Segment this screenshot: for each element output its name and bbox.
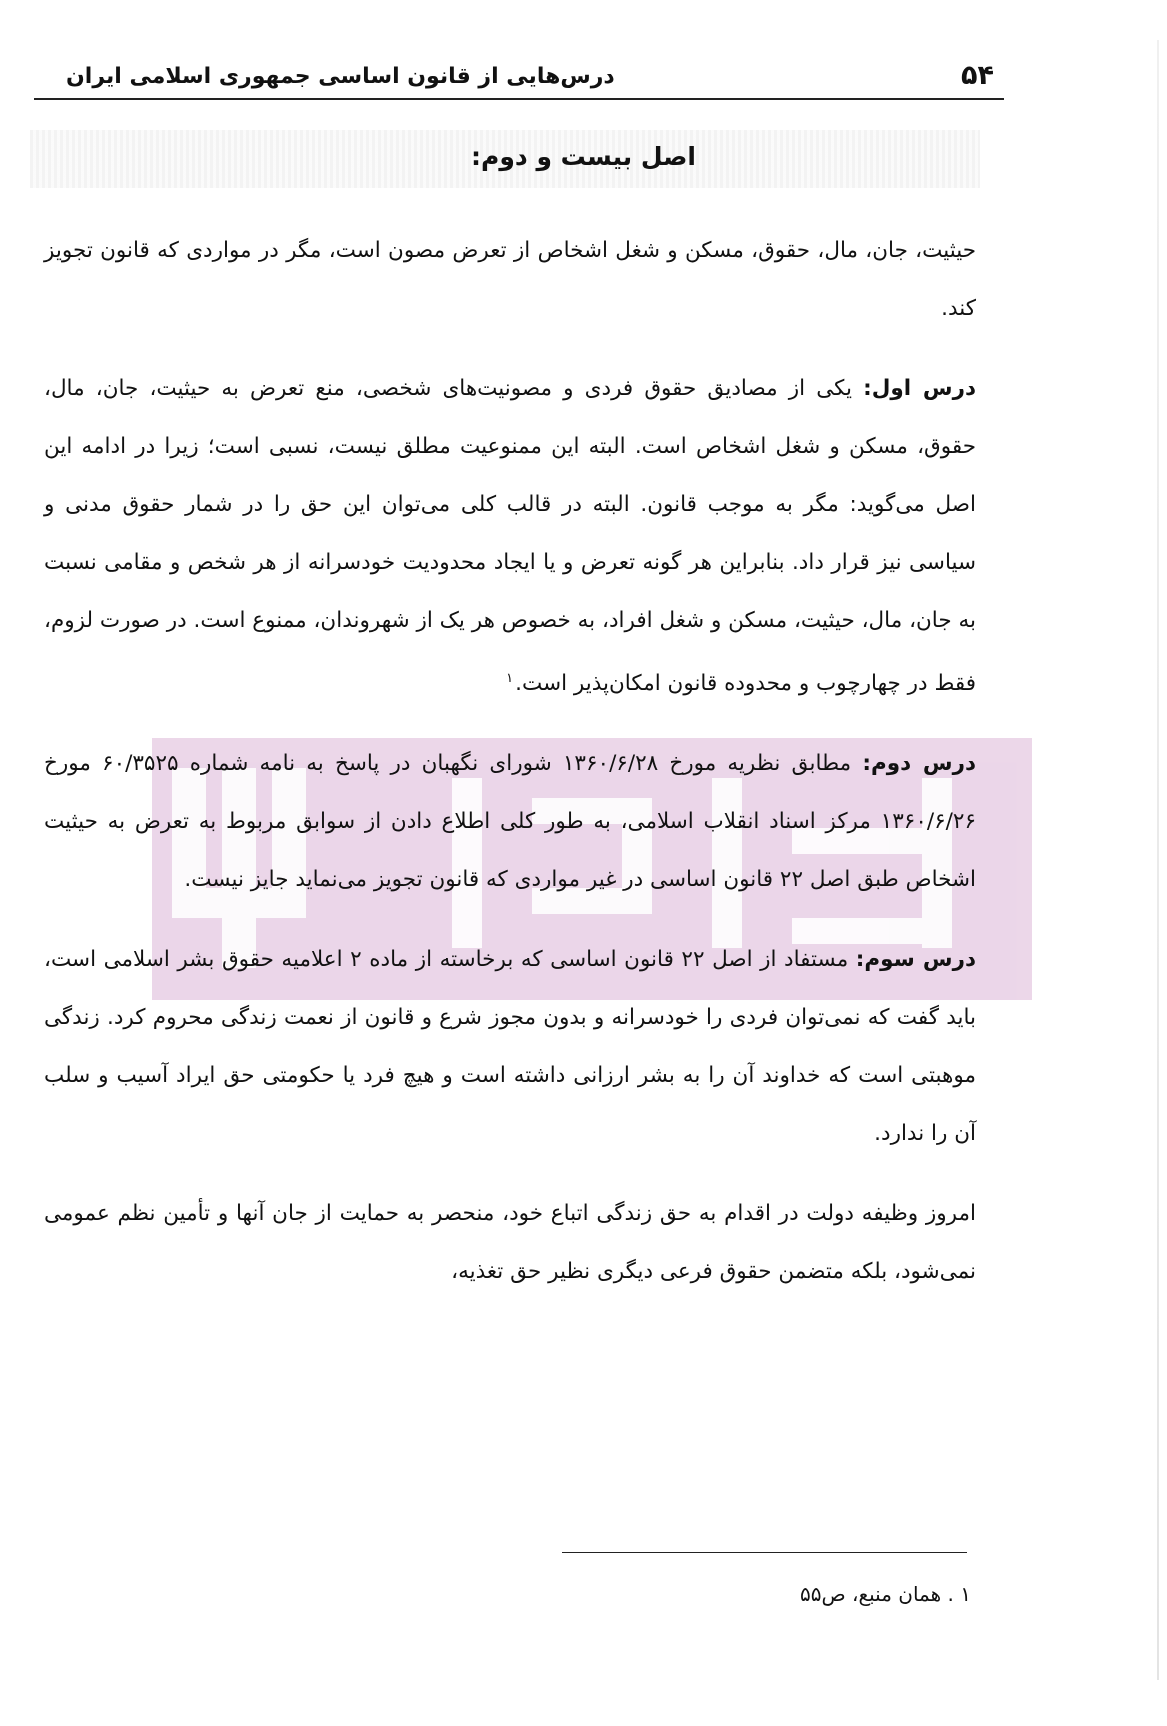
footnote: ۱ . همان منبع، ص۵۵ [800, 1582, 971, 1606]
scan-edge [1157, 40, 1159, 1680]
lesson-3-label: درس سوم: [855, 947, 977, 973]
main-text [44, 222, 976, 1301]
lesson-1-text: یکی از مصادیق حقوق فردی و مصونیت‌های شخصی، منع تعرض به حیثیت، جان، مال، حقوق، مسکن و شغل اشخاص است. البته این ممنوعیت مطلق نیست، نسبی است؛ زیرا در ادامه این اصل می‌گوید: مگر به موجب قانون. البته در قالب کلی می‌توان این حق را در شمار حقوق مدنی و سیاسی نیز قرار داد. بنابراین هر گونه تعرض و یا ایجاد محدودیت خودسرانه از هر شخص و مقامی نسبت به جان، مال، حیثیت، مسکن و شغل افراد، به خصوص هر یک از شهروندان، ممنوع است. در صورت لزوم، فقط در چهارچوب و محدوده قانون امکان‌پذیر است. [44, 376, 976, 697]
lesson-1-label: درس اول: [863, 376, 976, 401]
lesson-3 [44, 931, 976, 1163]
running-header [36, 58, 1002, 100]
lesson-2 [44, 735, 976, 909]
closing-paragraph: امروز وظیفه دولت در اقدام به حق زندگی اتباع خود، منحصر به حمایت از جان آنها و تأمین نظم عمومی نمی‌شود، بلکه متضمن حقوق فرعی دیگری نظیر حق تغذیه، [44, 1201, 976, 1285]
principle-text: حیثیت، جان، مال، حقوق، مسکن و شغل اشخاص از تعرض مصون است، مگر در مواردی که قانون تجویز کند. [44, 238, 976, 321]
footnote-rule [562, 1552, 967, 1553]
book-title: درس‌هایی از قانون اساسی جمهوری اسلامی ایران [66, 64, 615, 89]
lesson-2-text: مطابق نظریه مورخ ۱۳۶۰/۶/۲۸ شورای نگهبان در پاسخ به نامه شماره ۶۰/۳۵۲۵ مورخ ۱۳۶۰/۶/۲۶ مرکز اسناد انقلاب اسلامی، به طور کلی اطلاع دادن از سوابق مربوط به تعرض به حیثیت اشخاص طبق اصل ۲۲ قانون اساسی در غیر مواردی که قانون تجویز می‌نماید جایز نیست. [44, 751, 976, 893]
header-rule [34, 98, 1004, 100]
lesson-2-label: درس دوم: [862, 751, 977, 777]
footnote-ref[interactable]: ۱ [506, 671, 514, 686]
section-title: اصل بیست و دوم: [471, 142, 696, 171]
lesson-1 [44, 360, 976, 713]
page-number: ۵۴ [961, 60, 994, 91]
lesson-3-text: مستفاد از اصل ۲۲ قانون اساسی که برخاسته از ماده ۲ اعلامیه حقوق بشر اسلامی است، باید گفت که نمی‌توان فردی را خودسرانه و بدون مجوز شرع و قانون از نعمت زندگی محروم کرد. زندگی موهبتی است که خداوند آن را به بشر ارزانی داشته است و هیچ فرد یا حکومتی حق ایراد آسیب و سلب آن را ندارد. [44, 947, 976, 1147]
